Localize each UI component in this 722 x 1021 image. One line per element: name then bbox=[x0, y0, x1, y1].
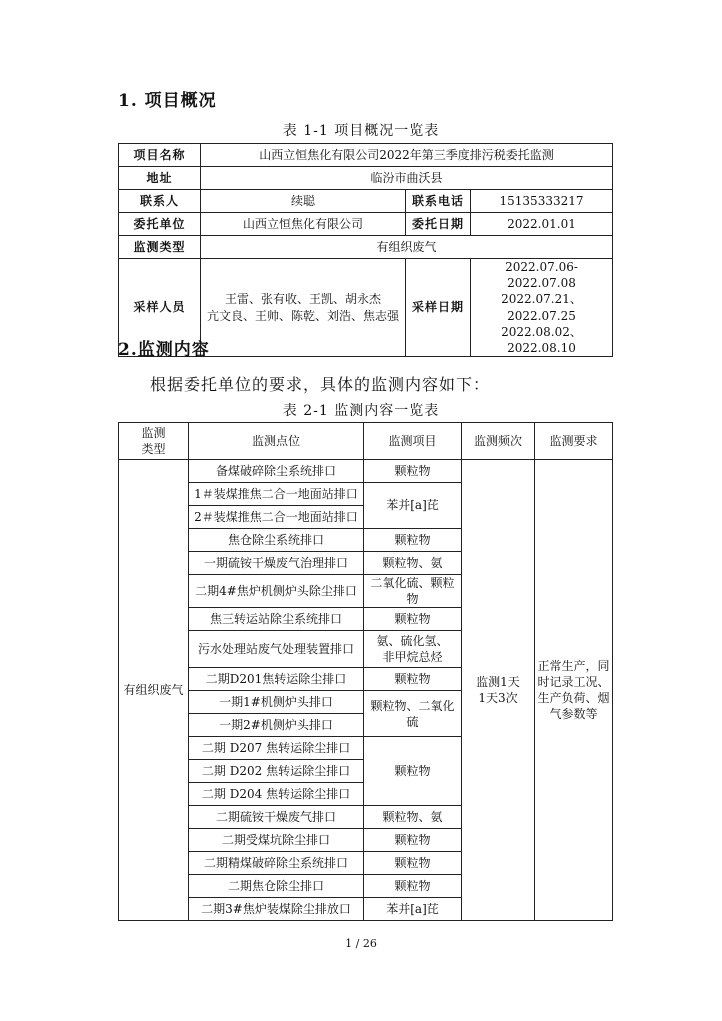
requirement-cell: 正常生产，同 时记录工况、 生产负荷、烟 气参数等 bbox=[535, 460, 613, 921]
table-row-point: 一期1#机侧炉头排口 bbox=[189, 691, 364, 714]
client-value: 山西立恒焦化有限公司 bbox=[201, 213, 406, 236]
table-row-item: 苯并[a]芘 bbox=[364, 483, 462, 529]
table2-caption: 表 2-1 监测内容一览表 bbox=[282, 403, 440, 419]
frequency-cell: 监测1天 1天3次 bbox=[462, 460, 535, 921]
table-row-point: 二期焦仓除尘排口 bbox=[189, 875, 364, 898]
table-row-item: 颗粒物 bbox=[364, 737, 462, 806]
table-row-point: 1＃装煤推焦二合一地面站排口 bbox=[189, 483, 364, 506]
table-row-item: 颗粒物 bbox=[364, 829, 462, 852]
table-row-item: 颗粒物、氨 bbox=[364, 552, 462, 575]
table-row-point: 一期硫铵干燥废气治理排口 bbox=[189, 552, 364, 575]
contact-value: 续聪 bbox=[201, 190, 406, 213]
table1-caption: 表 1-1 项目概况一览表 bbox=[282, 123, 440, 139]
table-row-point: 一期2#机侧炉头排口 bbox=[189, 714, 364, 737]
table-row-item: 颗粒物 bbox=[364, 875, 462, 898]
address-label: 地址 bbox=[119, 167, 201, 190]
table-row-point: 污水处理站废气处理装置排口 bbox=[189, 631, 364, 668]
table-row-point: 焦仓除尘系统排口 bbox=[189, 529, 364, 552]
section2-intro: 根据委托单位的要求，具体的监测内容如下： bbox=[150, 375, 491, 394]
phone-value: 15135333217 bbox=[471, 190, 613, 213]
table-row-item: 颗粒物 bbox=[364, 608, 462, 631]
table-row-point: 二期硫铵干燥废气排口 bbox=[189, 806, 364, 829]
table-row-item: 颗粒物 bbox=[364, 529, 462, 552]
table-row-point: 备煤破碎除尘系统排口 bbox=[189, 460, 364, 483]
header-item: 监测项目 bbox=[364, 423, 462, 460]
date-label: 委托日期 bbox=[406, 213, 471, 236]
date-value: 2022.01.01 bbox=[471, 213, 613, 236]
project-name-value: 山西立恒焦化有限公司2022年第三季度排污税委托监测 bbox=[201, 144, 613, 167]
phone-label: 联系电话 bbox=[406, 190, 471, 213]
contact-label: 联系人 bbox=[119, 190, 201, 213]
project-name-label: 项目名称 bbox=[119, 144, 201, 167]
client-label: 委托单位 bbox=[119, 213, 201, 236]
section2-heading: 2.监测内容 bbox=[118, 340, 210, 360]
table-row-point: 二期4#焦炉机侧炉头除尘排口 bbox=[189, 575, 364, 608]
table-row-item: 颗粒物、二氧化硫 bbox=[364, 691, 462, 737]
page-number: 1 / 26 bbox=[345, 937, 377, 950]
table-row-item: 苯并[a]芘 bbox=[364, 898, 462, 921]
header-type: 监测 类型 bbox=[119, 423, 189, 460]
sampling-dates-value: 2022.07.06-2022.07.08 2022.07.21、2022.07.25 2022.08.02、2022.08.10 bbox=[471, 259, 613, 357]
table-row-point: 二期 D202 焦转运除尘排口 bbox=[189, 760, 364, 783]
sampling-date-label: 采样日期 bbox=[406, 259, 471, 357]
table-row-point: 焦三转运站除尘系统排口 bbox=[189, 608, 364, 631]
samplers-label: 采样人员 bbox=[119, 259, 201, 357]
monitoring-type-cell: 有组织废气 bbox=[119, 460, 189, 921]
table-row-point: 二期3#焦炉装煤除尘排放口 bbox=[189, 898, 364, 921]
monitoring-content-table bbox=[118, 422, 613, 921]
type-value: 有组织废气 bbox=[201, 236, 613, 259]
header-requirement: 监测要求 bbox=[535, 423, 613, 460]
header-frequency: 监测频次 bbox=[462, 423, 535, 460]
table-row-point: 二期精煤破碎除尘系统排口 bbox=[189, 852, 364, 875]
table-row-item: 颗粒物 bbox=[364, 668, 462, 691]
table-row-item: 颗粒物 bbox=[364, 460, 462, 483]
table-row-point: 二期 D204 焦转运除尘排口 bbox=[189, 783, 364, 806]
table-row-item: 氨、硫化氢、 非甲烷总烃 bbox=[364, 631, 462, 668]
type-label: 监测类型 bbox=[119, 236, 201, 259]
project-overview-table bbox=[118, 143, 613, 357]
address-value: 临汾市曲沃县 bbox=[201, 167, 613, 190]
header-point: 监测点位 bbox=[189, 423, 364, 460]
table-row-point: 2＃装煤推焦二合一地面站排口 bbox=[189, 506, 364, 529]
table-row-point: 二期D201焦转运除尘排口 bbox=[189, 668, 364, 691]
section1-heading: 1. 项目概况 bbox=[118, 91, 217, 111]
table-row-item: 二氧化硫、颗粒物 bbox=[364, 575, 462, 608]
table-row-item: 颗粒物 bbox=[364, 852, 462, 875]
table-row-point: 二期受煤坑除尘排口 bbox=[189, 829, 364, 852]
samplers-value: 王雷、张有收、王凯、胡永杰 亢文良、王帅、陈乾、刘浩、焦志强 bbox=[201, 259, 406, 357]
table-row-item: 颗粒物、氨 bbox=[364, 806, 462, 829]
table-row-point: 二期 D207 焦转运除尘排口 bbox=[189, 737, 364, 760]
